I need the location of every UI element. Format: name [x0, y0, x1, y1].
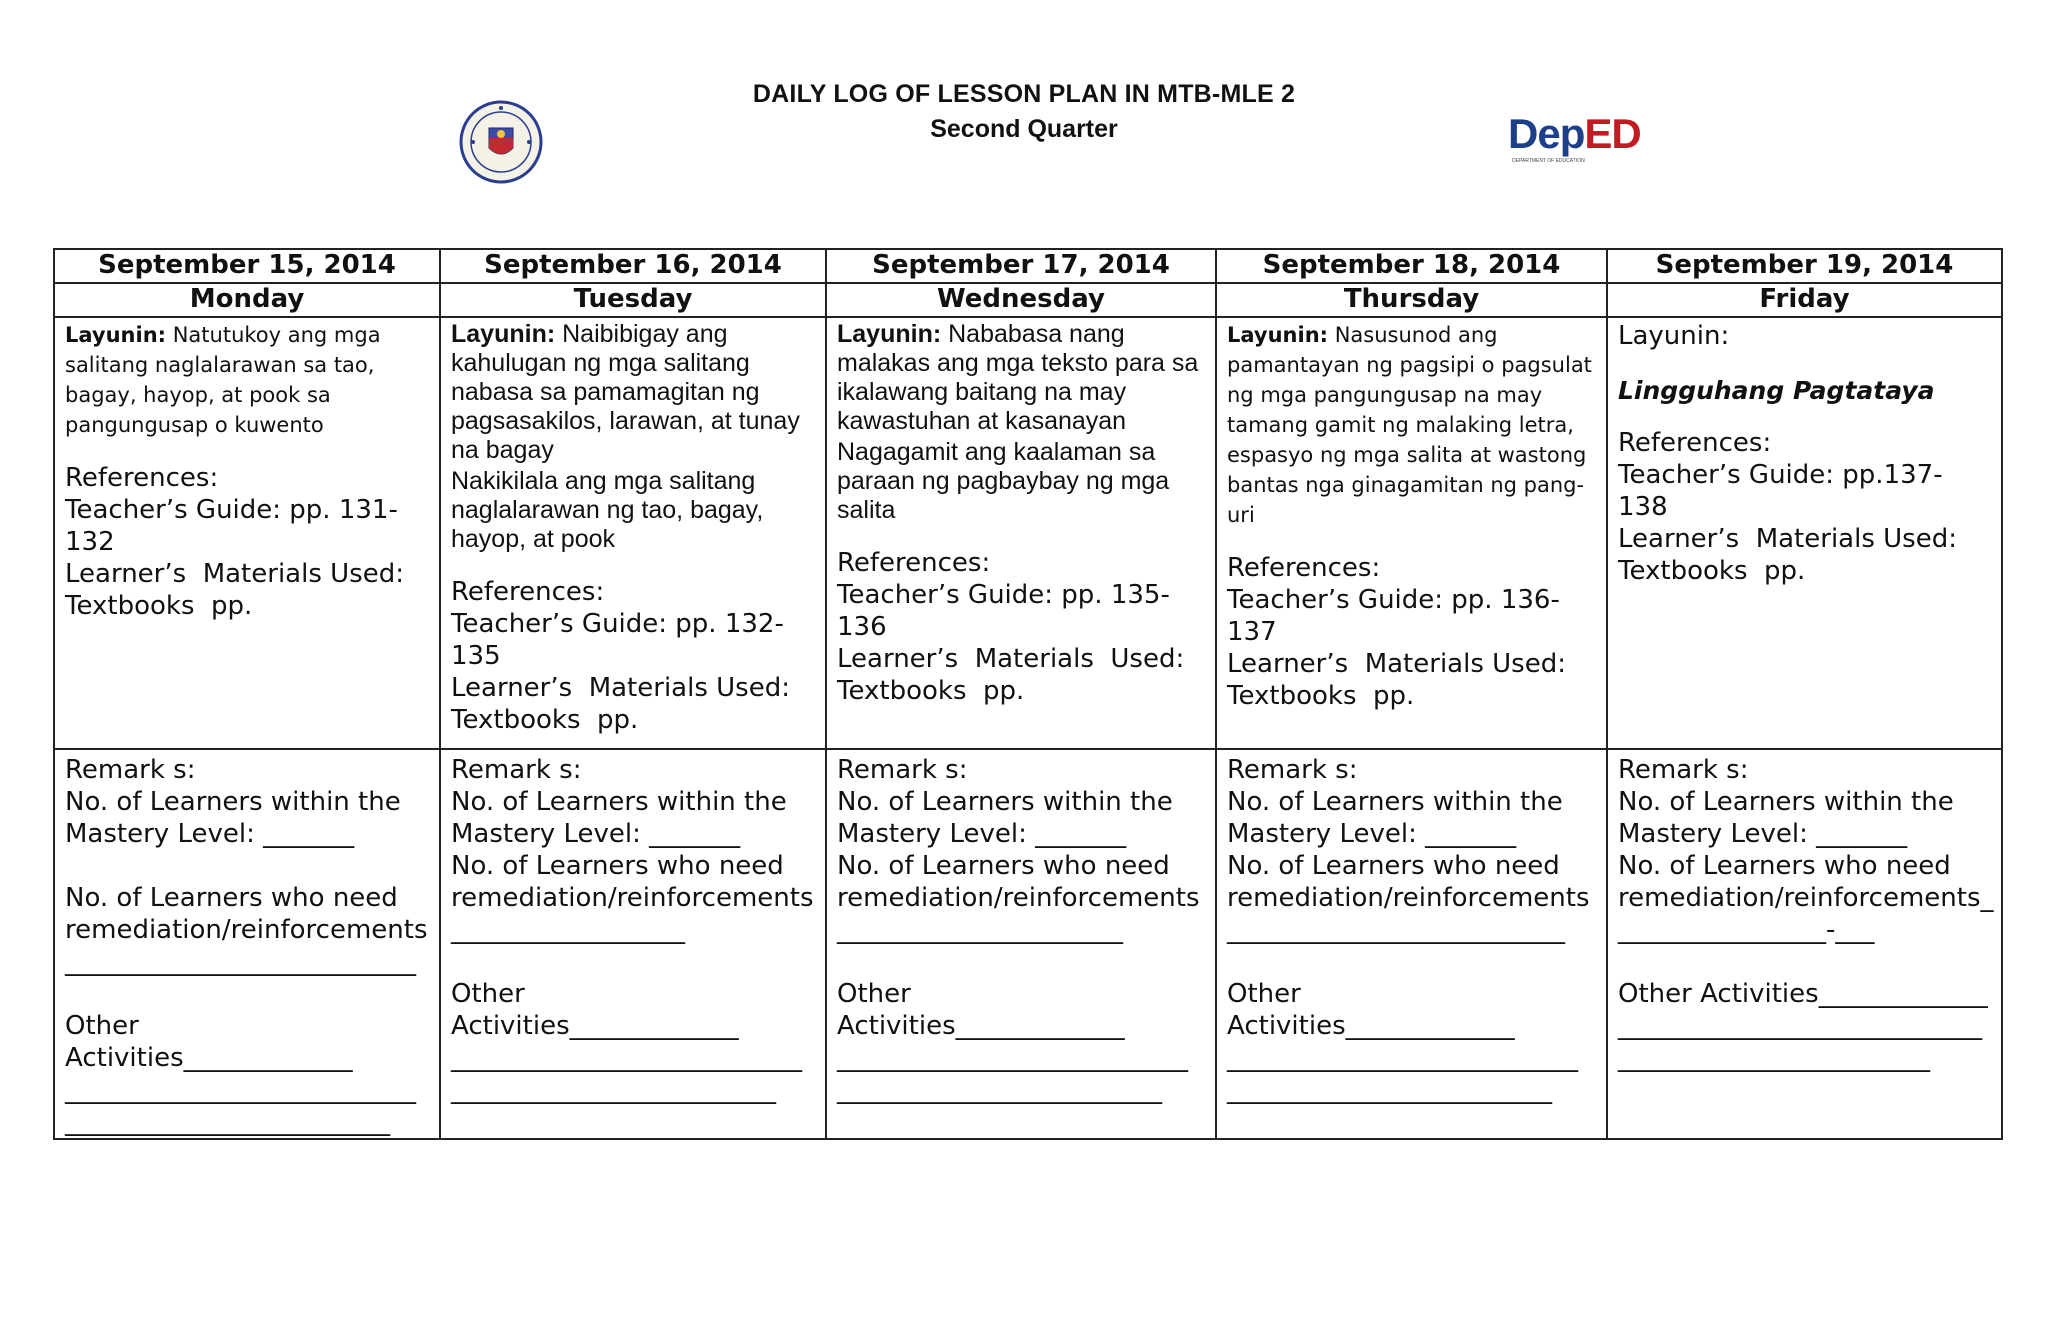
textbooks: Textbooks pp. — [1618, 556, 1806, 586]
remediation-line: No. of Learners who need — [1618, 851, 1951, 881]
objective-text: Layunin: Nasusunod ang pamantayan ng pagsipi o pagsulat ng mga pangungusap na may tamang gamit ng malaking letra, espasyo ng mga salita at wastong bantas nga ginagamitan ng pang-uri — [1227, 323, 1592, 527]
objective-cell-wednesday — [826, 317, 1216, 749]
remediation-line: remediation/reinforcements — [837, 883, 1200, 913]
blank-line: _________________________ — [65, 1107, 390, 1137]
day-cell: Tuesday — [440, 283, 826, 317]
blank-line: _________________________ — [451, 1075, 776, 1105]
remarks-row — [54, 749, 2002, 1139]
learners-materials: Learner’s Materials Used: — [1618, 524, 1957, 554]
other-activities-label: Other — [65, 1011, 139, 1041]
deped-seal-logo — [459, 100, 543, 184]
objective-cell-monday — [54, 317, 440, 749]
remarks-label: Remark s: — [1227, 755, 1358, 785]
remediation-blank: ______________________ — [837, 915, 1123, 945]
remarks-label: Remark s: — [451, 755, 582, 785]
references-label: References: — [1227, 553, 1381, 583]
day-row — [54, 283, 2002, 317]
textbooks: Textbooks pp. — [65, 591, 253, 621]
deped-logo-wordmark: DepED — [1508, 110, 1641, 157]
remarks-label: Remark s: — [1618, 755, 1749, 785]
blank-line: ___________________________ — [451, 1043, 802, 1073]
remarks-block — [1618, 750, 1994, 1074]
references-label: References: — [837, 548, 991, 578]
remediation-line: No. of Learners who need — [837, 851, 1170, 881]
objective-text: Layunin: Naibibigay ang kahulugan ng mga salitang nabasa sa pamamagitan ng pagsasakilos, larawan, at tunay na bagay — [451, 320, 800, 464]
other-activities-label: Other Activities_____________ — [1227, 979, 1515, 1041]
deped-logo-tagline: DEPARTMENT OF EDUCATION — [1512, 158, 1585, 164]
remediation-line: No. of Learners who need — [65, 883, 398, 913]
remediation-line: remediation/reinforcements — [65, 915, 428, 945]
objective-text: Layunin: Natutukoy ang mga salitang naglalarawan sa tao, bagay, hayop, at pook sa pangungusap o kuwento — [65, 323, 381, 437]
references-block — [65, 462, 429, 622]
deped-logo — [1508, 110, 1641, 170]
remarks-block — [65, 750, 429, 1138]
remarks-cell-monday — [54, 749, 440, 1139]
learners-materials: Learner’s Materials Used: — [837, 644, 1185, 674]
remediation-line: No. of Learners who need — [1227, 851, 1560, 881]
blank-line: ___________________________ — [65, 1075, 416, 1105]
teachers-guide: Teacher’s Guide: pp. 131-132 — [65, 495, 398, 557]
mastery-blank: Mastery Level: _______ — [65, 819, 355, 849]
mastery-line: No. of Learners within the — [451, 787, 787, 817]
mastery-blank: Mastery Level: _______ — [451, 819, 741, 849]
teachers-guide: Teacher’s Guide: pp. 132-135 — [451, 609, 784, 671]
date-cell: September 15, 2014 — [54, 249, 440, 283]
day-cell: Friday — [1607, 283, 2002, 317]
remarks-cell-wednesday — [826, 749, 1216, 1139]
remarks-cell-friday — [1607, 749, 2002, 1139]
blank-line: ___________________________ — [837, 1043, 1188, 1073]
remediation-line: remediation/reinforcements — [451, 883, 814, 913]
teachers-guide: Teacher’s Guide: pp. 136-137 — [1227, 585, 1560, 647]
remarks-cell-tuesday — [440, 749, 826, 1139]
document-header — [0, 80, 2048, 144]
remarks-block — [837, 750, 1205, 1106]
blank-line: _________________________ — [837, 1075, 1162, 1105]
remediation-line: remediation/reinforcements — [1227, 883, 1590, 913]
mastery-blank: Mastery Level: _______ — [837, 819, 1127, 849]
learners-materials: Learner’s Materials Used: — [451, 673, 790, 703]
references-block — [1227, 552, 1596, 712]
references-block — [451, 576, 815, 736]
textbooks: Textbooks pp. — [1227, 681, 1415, 711]
remediation-blank: ___________________________ — [65, 947, 416, 977]
remarks-label: Remark s: — [65, 755, 196, 785]
remarks-block — [451, 750, 815, 1106]
day-cell: Wednesday — [826, 283, 1216, 317]
document-title: DAILY LOG OF LESSON PLAN IN MTB-MLE 2 — [752, 80, 1296, 108]
other-activities-label: Other — [451, 979, 525, 1009]
remediation-line: remediation/reinforcements_ — [1618, 883, 1994, 913]
objective-text: Layunin: Nababasa nang malakas ang mga teksto para sa ikalawang baitang na may kawastuhan at kasanayan — [837, 320, 1199, 435]
day-cell: Monday — [54, 283, 440, 317]
objective-text-secondary: Nakikilala ang mga salitang naglalarawan ng tao, bagay, hayop, at pook — [451, 467, 764, 553]
learners-materials: Learner’s Materials Used: — [1227, 649, 1566, 679]
date-row — [54, 249, 2002, 283]
blank-line: _________________________ — [1227, 1075, 1552, 1105]
other-activities-label: Other Activities_____________ — [1618, 979, 1988, 1009]
textbooks: Textbooks pp. — [451, 705, 639, 735]
date-cell: September 16, 2014 — [440, 249, 826, 283]
remarks-label: Remark s: — [837, 755, 968, 785]
lesson-plan-table — [53, 248, 2003, 1140]
remediation-blank: __________________ — [451, 915, 685, 945]
objectives-row — [54, 317, 2002, 749]
other-activities-label: Other Activities_____________ — [837, 979, 1125, 1041]
assessment-title: Lingguhang Pagtataya — [1618, 376, 1935, 405]
remarks-cell-thursday — [1216, 749, 1607, 1139]
references-label: References: — [1618, 428, 1772, 458]
remediation-line: No. of Learners who need — [451, 851, 784, 881]
references-label: References: — [451, 577, 605, 607]
mastery-blank: Mastery Level: _______ — [1227, 819, 1517, 849]
mastery-line: No. of Learners within the — [1227, 787, 1563, 817]
blank-line: ___________________________ — [1227, 1043, 1578, 1073]
learners-materials: Learner’s Materials Used: — [65, 559, 404, 589]
teachers-guide: Teacher’s Guide: pp.137-138 — [1618, 460, 1943, 522]
textbooks: Textbooks pp. — [837, 676, 1025, 706]
objective-cell-tuesday — [440, 317, 826, 749]
objective-text-secondary: Nagagamit ang kaalaman sa paraan ng pagbaybay ng mga salita — [837, 438, 1170, 524]
document-subtitle: Second Quarter — [930, 115, 1118, 143]
mastery-line: No. of Learners within the — [1618, 787, 1954, 817]
day-cell: Thursday — [1216, 283, 1607, 317]
objective-cell-thursday — [1216, 317, 1607, 749]
other-activities-blank: Activities_____________ — [65, 1043, 353, 1073]
mastery-blank: Mastery Level: _______ — [1618, 819, 1908, 849]
date-cell: September 18, 2014 — [1216, 249, 1607, 283]
other-activities-blank: Activities_____________ — [451, 1011, 739, 1041]
blank-line: ________________________ — [1618, 1043, 1930, 1073]
remediation-blank: ________________-___ — [1618, 915, 1875, 945]
mastery-line: No. of Learners within the — [837, 787, 1173, 817]
references-block — [1618, 427, 1991, 587]
references-block — [837, 547, 1205, 707]
mastery-line: No. of Learners within the — [65, 787, 401, 817]
date-cell: September 19, 2014 — [1607, 249, 2002, 283]
references-label: References: — [65, 463, 219, 493]
teachers-guide: Teacher’s Guide: pp. 135-136 — [837, 580, 1170, 642]
remediation-blank: __________________________ — [1227, 915, 1565, 945]
date-cell: September 17, 2014 — [826, 249, 1216, 283]
objective-label: Layunin: — [1618, 321, 1730, 351]
remarks-block — [1227, 750, 1596, 1106]
objective-cell-friday — [1607, 317, 2002, 749]
blank-line: ____________________________ — [1618, 1011, 1982, 1041]
